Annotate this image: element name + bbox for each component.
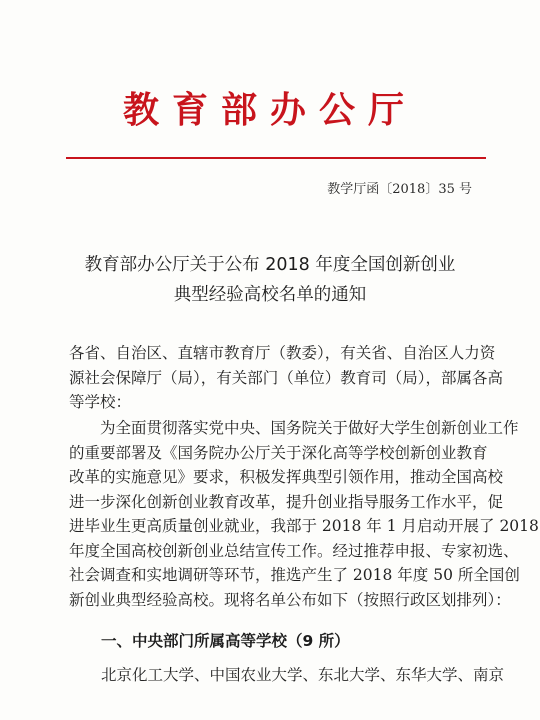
document-number: 教学厅函〔2018〕35 号 <box>327 182 472 197</box>
notice-title-line-1: 教育部办公厅关于公布 2018 年度全国创新创业 <box>84 255 456 275</box>
paragraph-line: 进一步深化创新创业教育改革，提升创业指导服务工作水平，促 <box>69 492 504 511</box>
paragraph-line: 社会调查和实地调研等环节，推选产生了 2018 年度 50 所全国创 <box>69 566 520 584</box>
section-heading: 一、中央部门所属高等学校（9 所） <box>101 632 350 650</box>
paragraph-line: 进毕业生更高质量创业就业，我部于 2018 年 1 月启动开展了 2018 <box>69 517 539 535</box>
university-list-line: 北京化工大学、中国农业大学、东北大学、东华大学、南京 <box>101 666 505 684</box>
paragraph-line: 改革的实施意见》要求，积极发挥典型引领作用，推动全国高校 <box>69 468 504 486</box>
paragraph-line: 的重要部署及《国务院办公厅关于深化高等学校创新创业教育 <box>69 443 488 462</box>
addressee-line: 源社会保障厅（局），有关部门（单位）教育司（局），部属各高 <box>69 368 504 387</box>
red-header-rule <box>66 157 486 159</box>
notice-title <box>0 250 540 310</box>
addressee-line: 各省、自治区、直辖市教育厅（教委），有关省、自治区人力资 <box>69 344 496 362</box>
paragraph-line: 为全面贯彻落实党中央、国务院关于做好大学生创新创业工作 <box>69 419 519 437</box>
paragraph-line: 新创业典型经验高校。现将名单公布如下（按照行政区划排列）： <box>69 590 511 609</box>
notice-title-line-2: 典型经验高校名单的通知 <box>173 285 367 305</box>
body-paragraph <box>69 416 539 612</box>
addressee-block <box>69 341 504 415</box>
paragraph-line: 年度全国高校创新创业总结宣传工作。经过推荐申报、专家初选、 <box>69 541 519 560</box>
issuing-office-title: 教育部办公厅 <box>122 89 417 131</box>
addressee-line: 等学校： <box>69 393 132 411</box>
